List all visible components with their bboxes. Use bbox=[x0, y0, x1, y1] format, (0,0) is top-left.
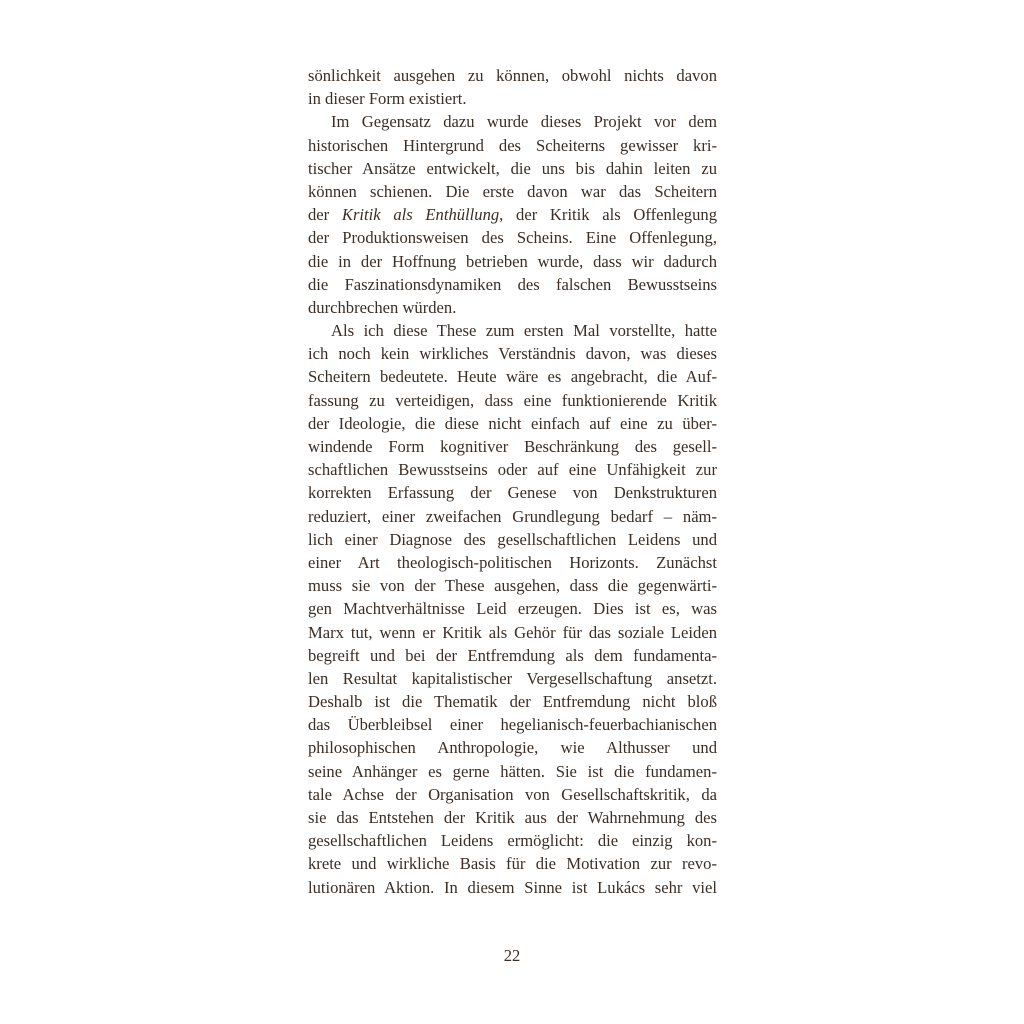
text-line: windende Form kognitiver Beschränkung des gesell- bbox=[308, 437, 717, 456]
text-line: Scheitern bedeutete. Heute wäre es angebracht, die Auf- bbox=[308, 367, 717, 387]
text-line: muss sie von der These ausgehen, dass die gegenwärti- bbox=[308, 576, 717, 596]
text-line: einer Art theologisch-politischen Horizonts. Zunächst bbox=[308, 552, 717, 572]
text-line: der Ideologie, die diese nicht einfach auf eine zu über- bbox=[308, 413, 717, 433]
text-line: sie das Entstehen der Kritik aus der Wahrnehmung des bbox=[308, 808, 717, 827]
text-line: fassung zu verteidigen, dass eine funktionierende Kritik bbox=[308, 390, 717, 410]
text-line: Im Gegensatz dazu wurde dieses Projekt vor dem bbox=[331, 112, 717, 132]
text-line: durchbrechen würden. bbox=[308, 297, 457, 317]
paragraph-2 bbox=[308, 110, 717, 319]
text-line: die in der Hoffnung betrieben wurde, dass wir dadurch bbox=[308, 251, 717, 271]
text-line: der Produktionsweisen des Scheins. Eine Offenlegung, bbox=[308, 228, 717, 248]
text-line: lutionären Aktion. In diesem Sinne ist Lukács sehr viel bbox=[308, 877, 717, 897]
text-line: Als ich diese These zum ersten Mal vorstellte, hatte bbox=[331, 321, 717, 341]
text-line: können schienen. Die erste davon war das Scheitern bbox=[308, 181, 717, 201]
text-line: begreift und bei der Entfremdung als dem fundamenta- bbox=[308, 645, 717, 665]
text-line: ich noch kein wirkliches Verständnis davon, was dieses bbox=[308, 344, 717, 364]
text-line: gen Machtverhältnisse Leid erzeugen. Dies ist es, was bbox=[308, 599, 717, 619]
text-line: historischen Hintergrund des Scheiterns gewisser kri- bbox=[308, 135, 717, 155]
text-line: gesellschaftlichen Leidens ermöglicht: die einzig kon- bbox=[308, 831, 717, 851]
text-line: tale Achse der Organisation von Gesellschaftskritik, da bbox=[308, 784, 717, 804]
paragraph-3 bbox=[308, 319, 717, 899]
text-line: schaftlichen Bewusstseins oder auf eine Unfähigkeit zur bbox=[308, 460, 717, 480]
text-line: die Faszinationsdynamiken des falschen Bewusstseins bbox=[308, 274, 717, 294]
text-line: reduziert, einer zweifachen Grundlegung bedarf – näm- bbox=[308, 506, 717, 526]
paragraph-1 bbox=[308, 64, 717, 110]
text-line: das Überbleibsel einer hegelianisch-feuerbachianischen bbox=[308, 715, 717, 735]
page-body-text bbox=[308, 64, 717, 899]
text-line-with-italic: der Kritik als Enthüllung, der Kritik als Offenlegung bbox=[308, 205, 717, 225]
text-line: in dieser Form existiert. bbox=[308, 89, 467, 109]
text-line: len Resultat kapitalistischer Vergesellschaftung ansetzt. bbox=[308, 668, 717, 688]
page-number: 22 bbox=[503, 946, 521, 965]
text-line: krete und wirkliche Basis für die Motivation zur revo- bbox=[308, 854, 717, 874]
text-line: philosophischen Anthropologie, wie Althusser und bbox=[308, 738, 717, 758]
text-line: seine Anhänger es gerne hätten. Sie ist die fundamen- bbox=[308, 761, 717, 781]
text-line: Marx tut, wenn er Kritik als Gehör für das soziale Leiden bbox=[308, 622, 717, 642]
text-line: Deshalb ist die Thematik der Entfremdung nicht bloß bbox=[308, 692, 717, 712]
text-line: tischer Ansätze entwickelt, die uns bis dahin leiten zu bbox=[308, 158, 717, 178]
text-line: lich einer Diagnose des gesellschaftlichen Leidens und bbox=[308, 529, 717, 549]
text-line: korrekten Erfassung der Genese von Denkstrukturen bbox=[308, 483, 717, 503]
italic-term: Kritik als Enthüllung bbox=[341, 205, 500, 225]
text-line: sönlichkeit ausgehen zu können, obwohl nichts davon bbox=[308, 66, 717, 85]
